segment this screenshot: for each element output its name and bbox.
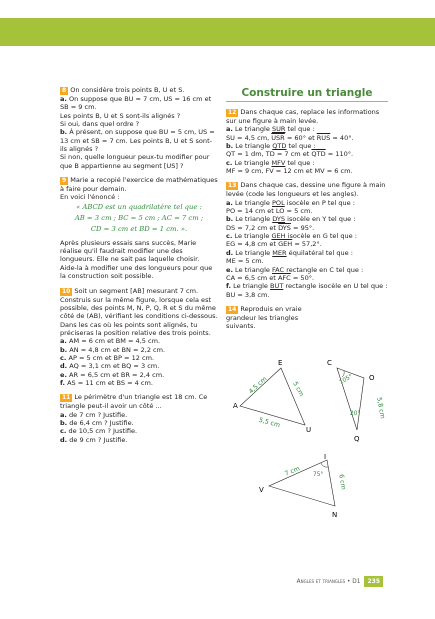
exercise-intro-2: En voici l'énoncé :: [60, 193, 120, 202]
item-label: d.: [60, 435, 68, 444]
item-label: b.: [226, 142, 234, 151]
exercise-intro: On considère trois points B, U et S.: [70, 86, 185, 94]
item-text: = 60° et: [284, 133, 317, 142]
item-label: f.: [226, 282, 231, 291]
item-text: de 10,5 cm ? Justifie.: [68, 427, 138, 436]
vertex-i: I: [324, 453, 327, 461]
item-text: tel que :: [285, 125, 315, 134]
item-text: = 57,2°.: [292, 240, 322, 249]
item-text: AN = 4,8 cm et BN = 2,2 cm.: [69, 345, 166, 354]
angle-name: $\overline{QTD}$: [311, 150, 326, 159]
angle-arc-c: [342, 371, 344, 377]
length-ea: 4,5 cm: [247, 375, 269, 396]
item-text: tel que :: [286, 142, 316, 151]
exercise-intro: Le périmètre d'un triangle est 18 cm. Ce triangle peut-il avoir un côté ...: [60, 393, 208, 411]
vertex-e: E: [278, 359, 283, 367]
exercise-14: [226, 305, 388, 331]
item-label: b.: [60, 418, 68, 427]
item-label: b.: [60, 345, 68, 354]
triangle-name: GEH: [271, 232, 286, 241]
item-text: Le triangle: [235, 248, 273, 257]
item-text: AS = 11 cm et BS = 4 cm.: [67, 378, 153, 387]
exercise-10: [60, 287, 218, 388]
angle-name: $\overline{USR}$: [271, 133, 285, 142]
item-label: c.: [226, 158, 233, 167]
item-text: Le triangle: [233, 282, 271, 291]
triangle-ivn: [259, 453, 347, 519]
triangle-name: BUT: [270, 282, 284, 291]
item-text: de 9 cm ? Justifie.: [69, 435, 128, 444]
item-label: a.: [226, 125, 233, 134]
length-au: 5,5 cm: [258, 416, 281, 430]
item-text: AQ = 3,1 cm et BQ = 3 cm.: [69, 362, 160, 371]
angle-name: $\overline{AFC}$: [277, 273, 291, 282]
exercise-9: [60, 176, 218, 280]
quote-line: « ABCD est un quadrilatère tel que :: [76, 202, 202, 211]
item-text: Le triangle: [234, 158, 272, 167]
item-label: b.: [60, 128, 68, 137]
vertex-c: C: [327, 359, 332, 367]
item-label: d.: [60, 362, 68, 371]
item-label: d.: [226, 248, 234, 257]
exercise-13: [226, 181, 388, 298]
vertex-o: O: [369, 374, 375, 382]
item-text: Si non, quelle longueur peux-tu modifier pour que B appartienne au segment [US] ?: [60, 153, 210, 170]
item-text: = 50°.: [290, 273, 315, 282]
item-text: isocèle en Y tel que :: [285, 215, 356, 224]
item-text: de 7 cm ? Justifie.: [69, 410, 128, 419]
exercise-intro: Dans chaque cas, dessine une figure à main levée (code les longueurs et les angles).: [226, 181, 386, 199]
triangle-name: DYS: [272, 215, 286, 224]
item-label: a.: [60, 410, 67, 419]
exercise-intro: Marie a recopié l'exercice de mathématiques à faire pour demain.: [60, 176, 218, 194]
item-text: SU = 4,5 cm,: [226, 133, 272, 142]
section-title: Construire un triangle: [226, 86, 388, 102]
quote-line: AB = 3 cm ; BC = 5 cm ; AC = 7 cm ;: [74, 213, 204, 222]
angle-name: $\overline{RUS}$: [316, 133, 331, 142]
exercise-intro: Soit un segment [AB] mesurant 7 cm. Construis sur la même figure, lorsque cela est possible, des points M, N, P, Q, R et S du même côté de (AB), vérifiant les conditions ci-dessous. Dans les cas où les points sont alignés, tu préciseras la position relative des trois points.: [60, 286, 218, 337]
triangle-eau-shape: [240, 368, 305, 425]
right-column: [226, 86, 388, 331]
exercise-number: 13: [228, 182, 237, 190]
item-text: Le triangle: [235, 198, 272, 207]
angle-arc-i: [321, 463, 328, 467]
item-text: rectangle isocèle en U tel que : BU = 3,8 cm.: [226, 282, 388, 299]
triangle-figures: [226, 355, 396, 525]
item-label: a.: [60, 337, 67, 346]
item-label: c.: [60, 353, 67, 362]
length-vi: 7 cm: [283, 465, 301, 478]
exercise-body: Après plusieurs essais sans succès, Marie réalise qu'il faudrait modifier une des longueurs. Elle ne sait pas laquelle choisir. Aide-la à modifier une des longueurs pour que la construction soit possible.: [60, 238, 213, 281]
vertex-q: Q: [354, 435, 360, 443]
left-column: [60, 86, 218, 450]
vertex-u: U: [306, 426, 312, 434]
angle-name: $\overline{DYS}$: [278, 223, 291, 232]
item-text: Si oui, dans quel ordre ?: [60, 120, 140, 129]
triangle-name: MFV: [271, 158, 286, 167]
angle-q: 20°: [350, 411, 361, 417]
vertex-n: N: [332, 511, 338, 519]
item-text: Le triangle: [235, 215, 273, 224]
item-text: PO = 14 cm et LO = 5 cm.: [226, 207, 313, 216]
item-text: équilatéral tel que :: [286, 248, 353, 257]
item-text: EG = 4,8 cm et: [226, 240, 279, 249]
page-number: 235: [364, 576, 383, 587]
exercise-number: 9: [62, 177, 67, 185]
item-text: QT = 1 dm, TD = 7 cm et: [226, 150, 312, 159]
triangle-name: MER: [272, 248, 287, 257]
item-label: a.: [226, 198, 233, 207]
item-text: de 6,4 cm ? Justifie.: [69, 418, 134, 427]
page-footer: [297, 576, 383, 587]
item-text: = 40°.: [330, 133, 354, 142]
item-text: tel que :: [285, 158, 315, 167]
item-label: c.: [226, 232, 233, 241]
header-band: [0, 18, 435, 46]
exercise-number: 11: [62, 394, 71, 402]
item-label: c.: [60, 427, 67, 436]
item-text: Le triangle: [234, 232, 272, 241]
angle-i: 75°: [313, 472, 324, 478]
exercise-number: 14: [228, 305, 237, 313]
exercise-intro: Dans chaque cas, replace les informations sur une figure à main levée.: [226, 108, 380, 125]
exercise-number: 12: [228, 109, 237, 116]
item-text: Le triangle: [235, 125, 272, 134]
item-label: a.: [60, 95, 67, 103]
exercise-11: [60, 393, 218, 444]
angle-name: $\overline{GEH}$: [278, 240, 293, 249]
exercise-number: 10: [62, 287, 71, 295]
triangle-name: FAC: [272, 265, 285, 274]
item-text: isocèle en G tel que :: [285, 232, 357, 241]
length-in: 6 cm: [337, 473, 347, 491]
item-label: e.: [226, 265, 233, 274]
triangle-coq: [327, 359, 386, 443]
vertex-v: V: [259, 486, 264, 494]
length-eu: 5 cm: [291, 380, 305, 398]
item-text: MF = 9 cm, FV = 12 cm et MV = 6 cm.: [226, 167, 353, 176]
item-text: = 95°.: [290, 223, 315, 232]
exercise-12: [226, 108, 388, 175]
exercise-intro: Reproduis en vraie grandeur les triangles suivants.: [226, 304, 302, 331]
triangle-name: SUR: [271, 125, 286, 134]
item-text: Le triangle: [235, 142, 273, 151]
length-oq: 5,8 cm: [375, 396, 386, 420]
item-label: e.: [60, 370, 67, 379]
triangle-name: QTD: [272, 142, 287, 151]
item-label: f.: [60, 378, 65, 387]
item-text: ME = 5 cm.: [226, 257, 264, 266]
item-text: DS = 7,2 cm et: [226, 223, 279, 232]
item-text: À présent, on suppose que BU = 5 cm, US = 13 cm et SB = 7 cm. Les points B, U et S sont-ils alignés ?: [60, 128, 215, 154]
item-text: AM = 6 cm et BM = 4,5 cm.: [69, 337, 161, 346]
exercise-8: [60, 86, 218, 170]
triangle-eau: [233, 359, 311, 434]
angle-c: 105°: [338, 373, 354, 386]
vertex-a: A: [233, 402, 238, 410]
chapter-label: Angles et triangles • D1: [296, 578, 361, 585]
item-text: Le triangle: [235, 265, 272, 274]
item-text: AR = 6,5 cm et BR = 2,4 cm.: [69, 370, 165, 379]
item-text: On suppose que BU = 7 cm, US = 16 cm et SB = 9 cm.: [60, 95, 212, 112]
item-text: Les points B, U et S sont-ils alignés ?: [60, 111, 181, 120]
quote-line: CD = 3 cm et BD = 1 cm. ».: [90, 224, 188, 233]
item-text: AP = 5 cm et BP = 12 cm.: [68, 353, 155, 362]
item-text: = 110°.: [325, 150, 354, 159]
item-text: rectangle en C tel que :: [284, 265, 364, 274]
triangle-name: POL: [271, 198, 285, 207]
item-text: CA = 6,5 cm et: [226, 273, 278, 282]
exercise-number: 8: [62, 87, 67, 94]
item-text: isocèle en P tel que :: [284, 198, 355, 207]
item-label: b.: [226, 215, 234, 224]
